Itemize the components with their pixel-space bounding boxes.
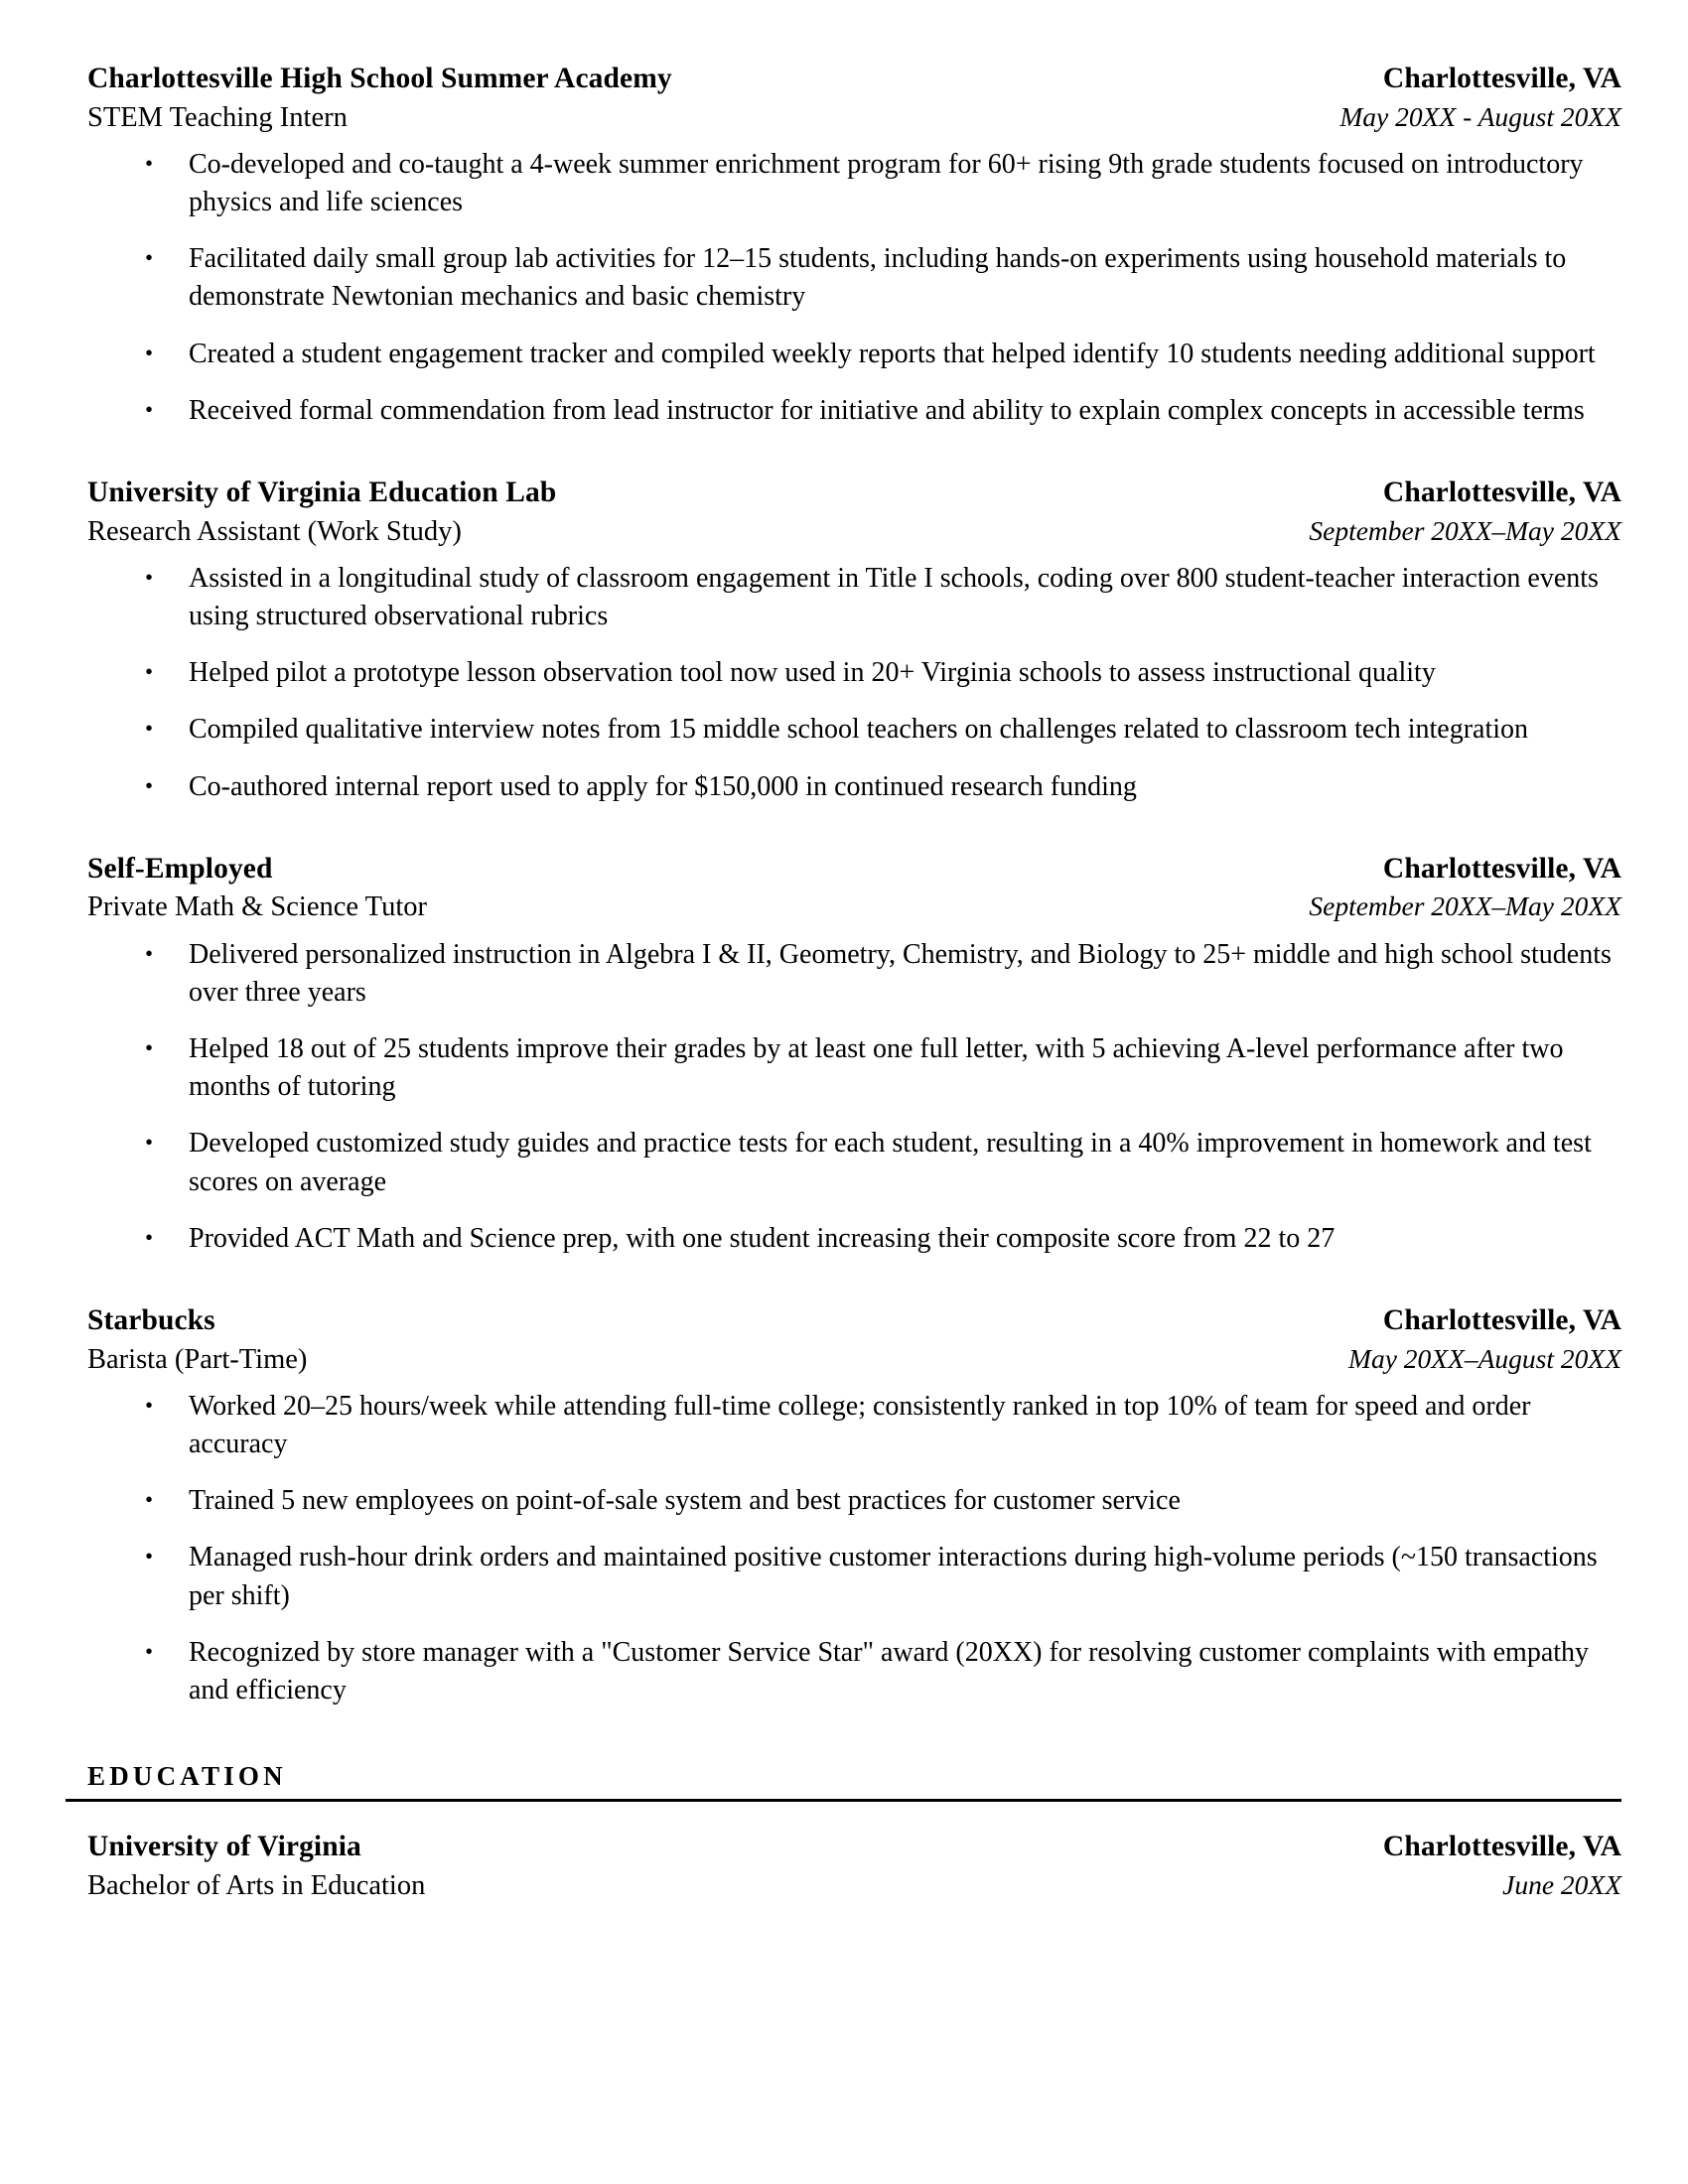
school-name: University of Virginia — [87, 1831, 361, 1863]
organization-location: Charlottesville, VA — [1382, 852, 1621, 885]
job-dates: September 20XX–May 20XX — [1309, 890, 1621, 922]
list-item: • Co-authored internal report used to apply for $150,000 in continued research funding — [87, 768, 1621, 806]
list-item: • Helped pilot a prototype lesson observation tool now used in 20+ Virginia schools to assess instructional quality — [87, 654, 1621, 692]
graduation-date: June 20XX — [1502, 1868, 1621, 1900]
entry-header-line — [87, 474, 1621, 513]
responsibility-list — [87, 1388, 1621, 1710]
list-item: • Compiled qualitative interview notes from 15 middle school teachers on challenges related to classroom tech integration — [87, 711, 1621, 749]
list-item: • Assisted in a longitudinal study of classroom engagement in Title I schools, coding over 800 student-teacher interaction events using structured observational rubrics — [87, 560, 1621, 635]
list-item: • Developed customized study guides and practice tests for each student, resulting in a 40% improvement in homework and test scores on average — [87, 1125, 1621, 1200]
organization-name: Self-Employed — [87, 852, 273, 885]
entry-spacer — [87, 1258, 1621, 1301]
entry-subheader-line — [87, 888, 1621, 926]
entry-header-line — [87, 850, 1621, 889]
organization-location: Charlottesville, VA — [1382, 63, 1621, 94]
list-item: • Managed rush-hour drink orders and maintained positive customer interactions during high-volume periods (~150 transactions per shift) — [87, 1539, 1621, 1614]
list-item: • Trained 5 new employees on point-of-sale system and best practices for customer service — [87, 1482, 1621, 1520]
responsibility-list — [87, 146, 1621, 430]
organization-name: University of Virginia Education Lab — [87, 477, 557, 509]
job-title: Barista (Part-Time) — [87, 1343, 308, 1375]
experience-entry — [87, 1301, 1621, 1709]
experience-entry — [87, 60, 1621, 430]
list-item: • Co-developed and co-taught a 4-week summer enrichment program for 60+ rising 9th grade students focused on introductory physics and life sciences — [87, 146, 1621, 221]
organization-location: Charlottesville, VA — [1382, 477, 1621, 509]
section-title: EDUCATION — [87, 1761, 287, 1792]
spacer — [87, 1802, 1621, 1828]
entry-subheader-line — [87, 1867, 1621, 1905]
list-item: • Helped 18 out of 25 students improve their grades by at least one full letter, with 5 achieving A-level performance after two months of tutoring — [87, 1030, 1621, 1106]
list-item: • Recognized by store manager with a "Customer Service Star" award (20XX) for resolving customer complaints with empathy and efficiency — [87, 1634, 1621, 1709]
school-location: Charlottesville, VA — [1382, 1831, 1621, 1863]
job-dates: May 20XX - August 20XX — [1339, 100, 1621, 132]
organization-location: Charlottesville, VA — [1382, 1304, 1621, 1337]
list-item: • Provided ACT Math and Science prep, with one student increasing their composite score from 22 to 27 — [87, 1220, 1621, 1258]
list-item: • Delivered personalized instruction in Algebra I & II, Geometry, Chemistry, and Biology to 25+ middle and high school students over three years — [87, 936, 1621, 1012]
entry-subheader-line — [87, 1341, 1621, 1379]
education-entry — [87, 1828, 1621, 1905]
responsibility-list — [87, 560, 1621, 806]
job-title: Private Math & Science Tutor — [87, 891, 427, 923]
list-item: • Created a student engagement tracker and compiled weekly reports that helped identify 10 students needing additional support — [87, 336, 1621, 373]
list-item: • Facilitated daily small group lab activities for 12–15 students, including hands-on experiments using household materials to demonstrate Newtonian mechanics and basic chemistry — [87, 240, 1621, 316]
organization-name: Charlottesville High School Summer Academy — [87, 63, 672, 94]
entry-subheader-line — [87, 99, 1621, 137]
education-section — [66, 1761, 1621, 1802]
entry-subheader-line — [87, 513, 1621, 551]
entry-header-line — [87, 1828, 1621, 1867]
job-dates: May 20XX–August 20XX — [1348, 1342, 1621, 1374]
organization-name: Starbucks — [87, 1304, 215, 1337]
list-item: • Worked 20–25 hours/week while attending full-time college; consistently ranked in top 10% of team for speed and order accuracy — [87, 1388, 1621, 1463]
entry-spacer — [87, 806, 1621, 850]
degree-name: Bachelor of Arts in Education — [87, 1869, 426, 1901]
entry-header-line — [87, 1301, 1621, 1341]
responsibility-list — [87, 936, 1621, 1259]
experience-entry — [87, 850, 1621, 1258]
entry-header-line — [87, 60, 1621, 99]
job-dates: September 20XX–May 20XX — [1309, 514, 1621, 546]
list-item: • Received formal commendation from lead instructor for initiative and ability to explain complex concepts in accessible terms — [87, 392, 1621, 430]
job-title: STEM Teaching Intern — [87, 101, 348, 133]
experience-entry — [87, 474, 1621, 806]
entry-spacer — [87, 430, 1621, 474]
job-title: Research Assistant (Work Study) — [87, 515, 462, 547]
